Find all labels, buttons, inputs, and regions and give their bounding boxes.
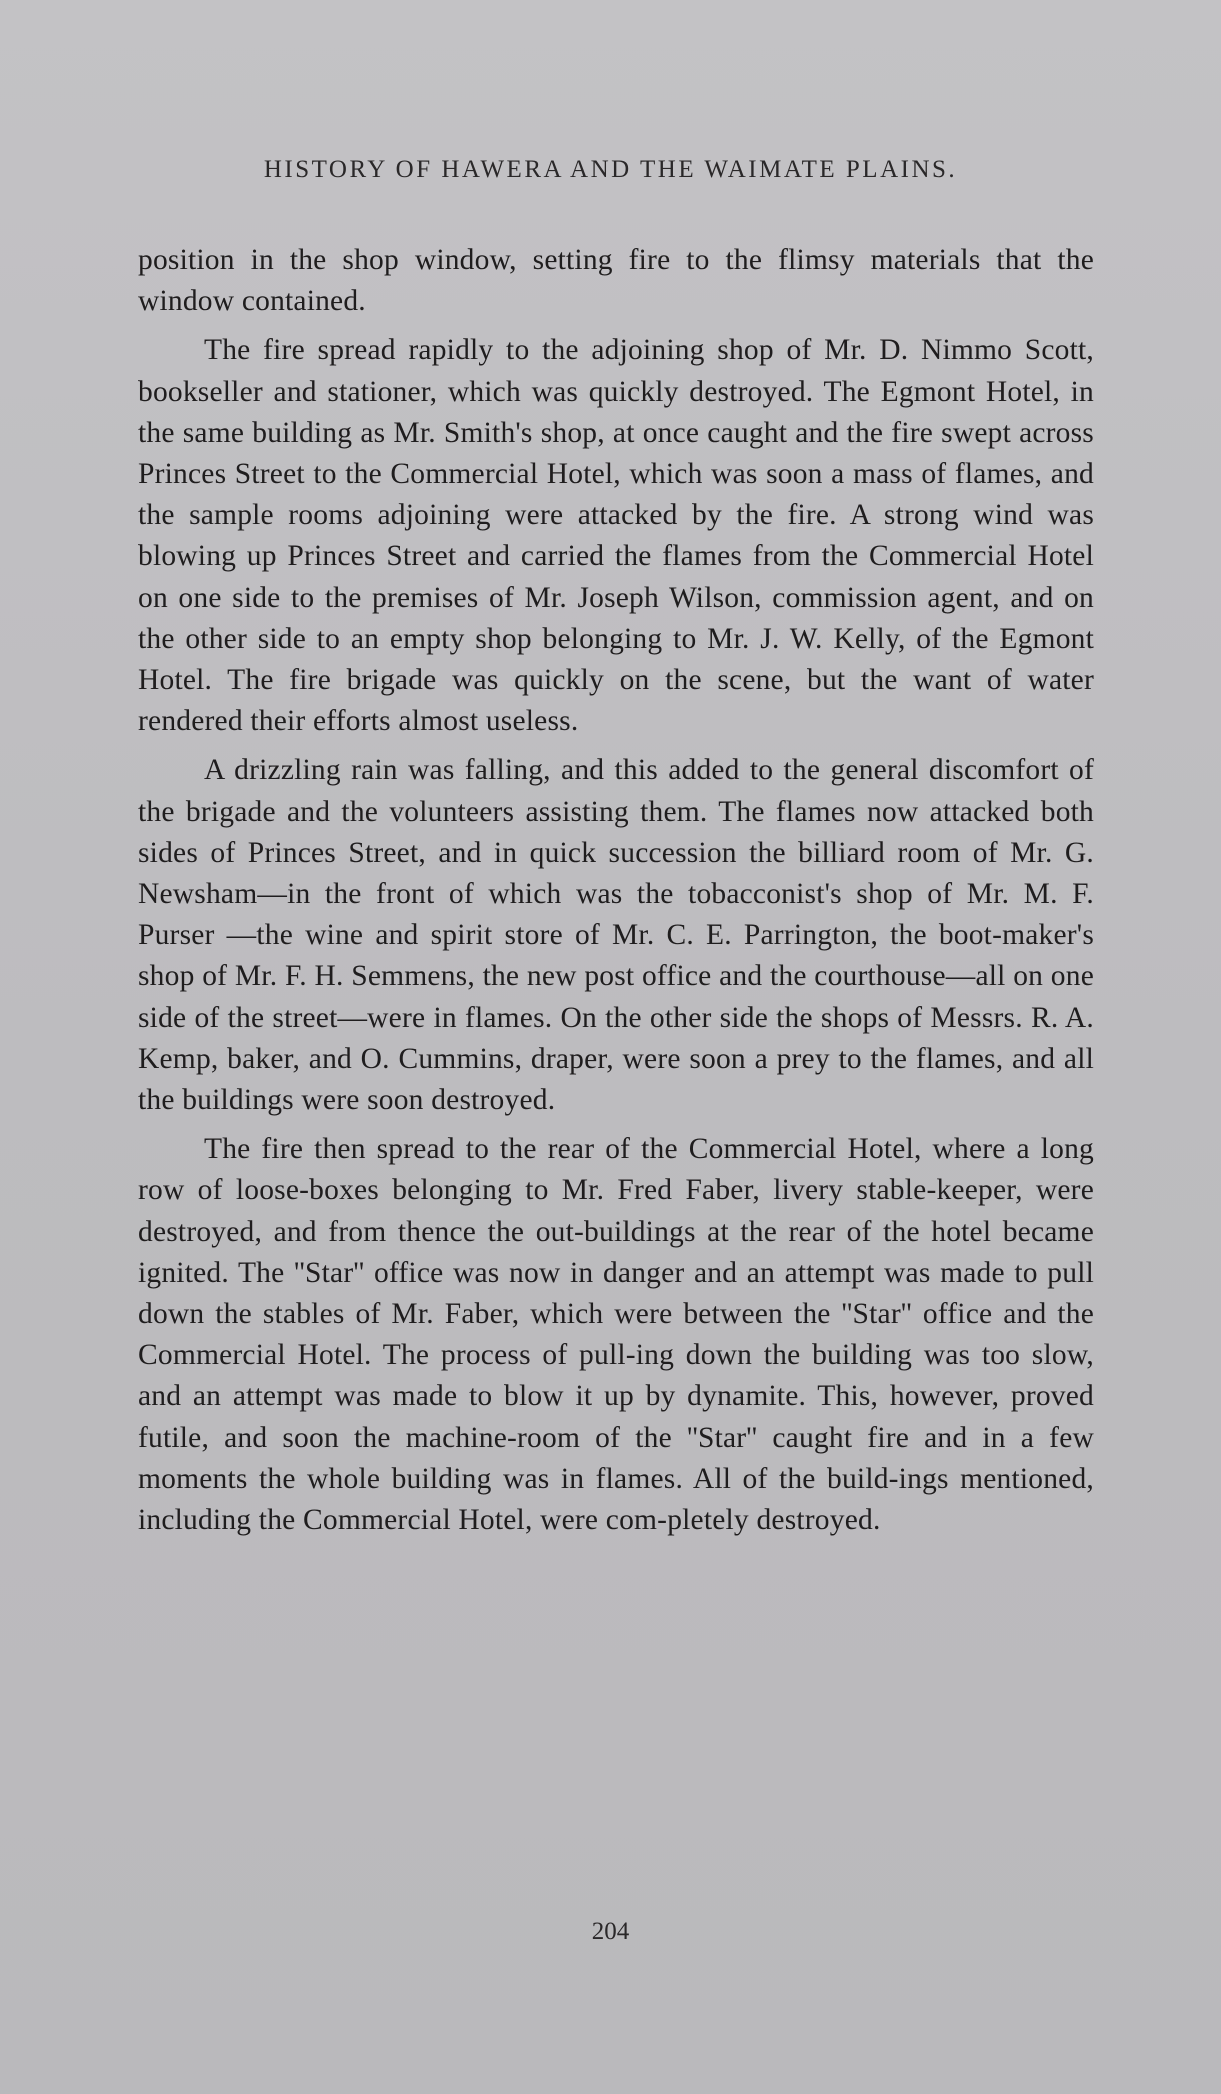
body-text [138,240,1094,1549]
paragraph: A drizzling rain was falling, and this added to the general discomfort of the brigade and the volunteers assisting them. The flames now attacked both sides of Princes Street, and in quick succession the billiard room of Mr. G. Newsham—in the front of which was the tobacconist's shop of Mr. M. F. Purser —the wine and spirit store of Mr. C. E. Parrington, the boot-maker's shop of Mr. F. H. Semmens, the new post office and the courthouse—all on one side of the street—were in flames. On the other side the shops of Messrs. R. A. Kemp, baker, and O. Cummins, draper, were soon a prey to the flames, and all the buildings were soon destroyed. [138,754,1094,1117]
paragraph: The fire then spread to the rear of the Commercial Hotel, where a long row of loose-boxes belonging to Mr. Fred Faber, livery stable-keeper, were destroyed, and from thence the out-buildings at the rear of the hotel became ignited. The ''Star'' office was now in danger and an attempt was made to pull down the stables of Mr. Faber, which were between the ''Star'' office and the Commercial Hotel. The process of pull-ing down the building was too slow, and an attempt was made to blow it up by dynamite. This, however, proved futile, and soon the machine-room of the ''Star'' caught fire and in a few moments the whole building was in flames. All of the build-ings mentioned, including the Commercial Hotel, were com-pletely destroyed. [138,1133,1094,1537]
page-number: 204 [591,1918,630,1945]
paragraph: The fire spread rapidly to the adjoining shop of Mr. D. Nimmo Scott, bookseller and stationer, which was quickly destroyed. The Egmont Hotel, in the same building as Mr. Smith's shop, at once caught and the fire swept across Princes Street to the Commercial Hotel, which was soon a mass of flames, and the sample rooms adjoining were attacked by the fire. A strong wind was blowing up Princes Street and carried the flames from the Commercial Hotel on one side to the premises of Mr. Joseph Wilson, commission agent, and on the other side to an empty shop belonging to Mr. J. W. Kelly, of the Egmont Hotel. The fire brigade was quickly on the scene, but the want of water rendered their efforts almost useless. [138,334,1094,738]
running-title: HISTORY OF HAWERA AND THE WAIMATE PLAINS. [263,156,958,183]
paragraph-continued: position in the shop window, setting fire to the flimsy materials that the window contained. [138,244,1094,318]
